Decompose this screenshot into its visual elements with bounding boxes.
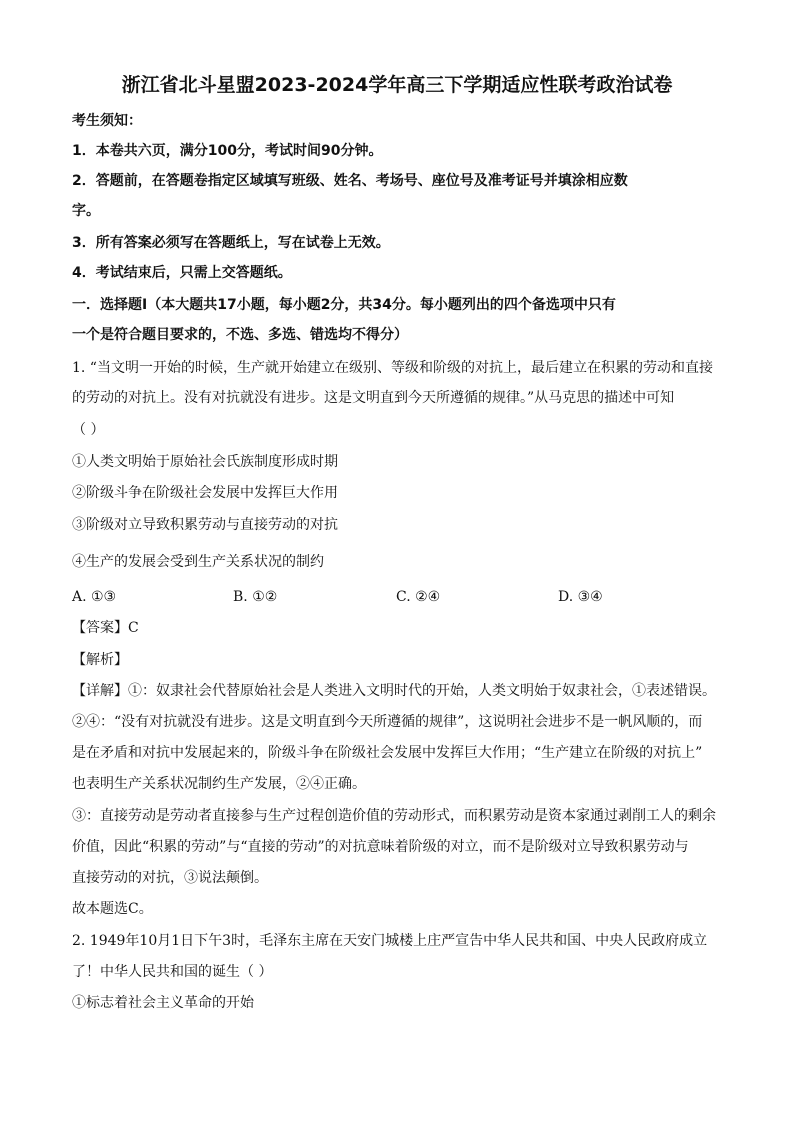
notice-item: 1．本卷共六页，满分100分，考试时间90分钟。 (72, 143, 383, 159)
notice-item: 2．答题前，在答题卷指定区域填写班级、姓名、考场号、座位号及准考证号并填涂相应数 (72, 173, 628, 189)
notice-item: 字。 (72, 203, 100, 219)
question-stem: 2. 1949年10月1日下午3时，毛泽东主席在天安门城楼上庄严宣告中华人民共和国、中央人民政府成立 (72, 933, 708, 949)
statement: ④生产的发展会受到生产关系状况的制约 (72, 554, 324, 570)
section-heading: 一．选择题Ⅰ（本大题共17小题，每小题2分，共34分。每小题列出的四个备选项中只有 (72, 297, 616, 313)
analysis-text: 直接劳动的对抗，③说法颠倒。 (72, 870, 268, 886)
question-stem: 的劳动的对抗上。没有对抗就没有进步。这是文明直到今天所遵循的规律。”从马克思的描述中可知 (72, 390, 675, 406)
statement: ③阶级对立导致积累劳动与直接劳动的对抗 (72, 517, 338, 533)
page-title: 浙江省北斗星盟2023-2024学年高三下学期适应性联考政治试卷 (121, 74, 673, 96)
option-d: D. ③④ (558, 589, 603, 605)
statement: ②阶级斗争在阶级社会发展中发挥巨大作用 (72, 485, 338, 501)
analysis-text: 价值，因此“积累的劳动”与“直接的劳动”的对抗意味着阶级的对立，而不是阶级对立导致积累劳动与 (72, 839, 689, 855)
analysis-text: ②④：“没有对抗就没有进步。这是文明直到今天所遵循的规律”，这说明社会进步不是一帆风顺的，而 (72, 714, 703, 730)
analysis-text: 故本题选C。 (72, 901, 153, 917)
question-stem: 1. “当文明一开始的时候，生产就开始建立在级别、等级和阶级的对抗上，最后建立在积累的劳动和直接 (72, 360, 713, 376)
answer-label: 【答案】C (72, 620, 139, 636)
option-a: A. ①③ (72, 589, 117, 605)
notice-item: 3．所有答案必须写在答题纸上，写在试卷上无效。 (72, 235, 390, 251)
notice-item: 4．考试结束后，只需上交答题纸。 (72, 265, 292, 281)
analysis-text: 也表明生产关系状况制约生产发展，②④正确。 (72, 776, 366, 792)
analysis-label: 【解析】 (72, 652, 128, 668)
statement: ①人类文明始于原始社会氏族制度形成时期 (72, 454, 338, 470)
answer-blank: （ ） (72, 422, 105, 438)
analysis-text: 是在矛盾和对抗中发展起来的，阶级斗争在阶级社会发展中发挥巨大作用；“生产建立在阶级的对抗上” (72, 745, 703, 761)
option-b: B. ①② (233, 589, 278, 605)
statement: ①标志着社会主义革命的开始 (72, 995, 254, 1011)
analysis-text: ③：直接劳动是劳动者直接参与生产过程创造价值的劳动形式，而积累劳动是资本家通过剥削工人的剩余 (72, 808, 716, 824)
notice-heading: 考生须知： (72, 113, 142, 129)
question-stem: 了！中华人民共和国的诞生（ ） (72, 964, 273, 980)
section-heading-cont: 一个是符合题目要求的，不选、多选、错选均不得分） (72, 327, 408, 343)
analysis-text: 【详解】①：奴隶社会代替原始社会是人类进入文明时代的开始，人类文明始于奴隶社会，①表述错误。 (72, 683, 716, 699)
option-c: C. ②④ (396, 589, 441, 605)
